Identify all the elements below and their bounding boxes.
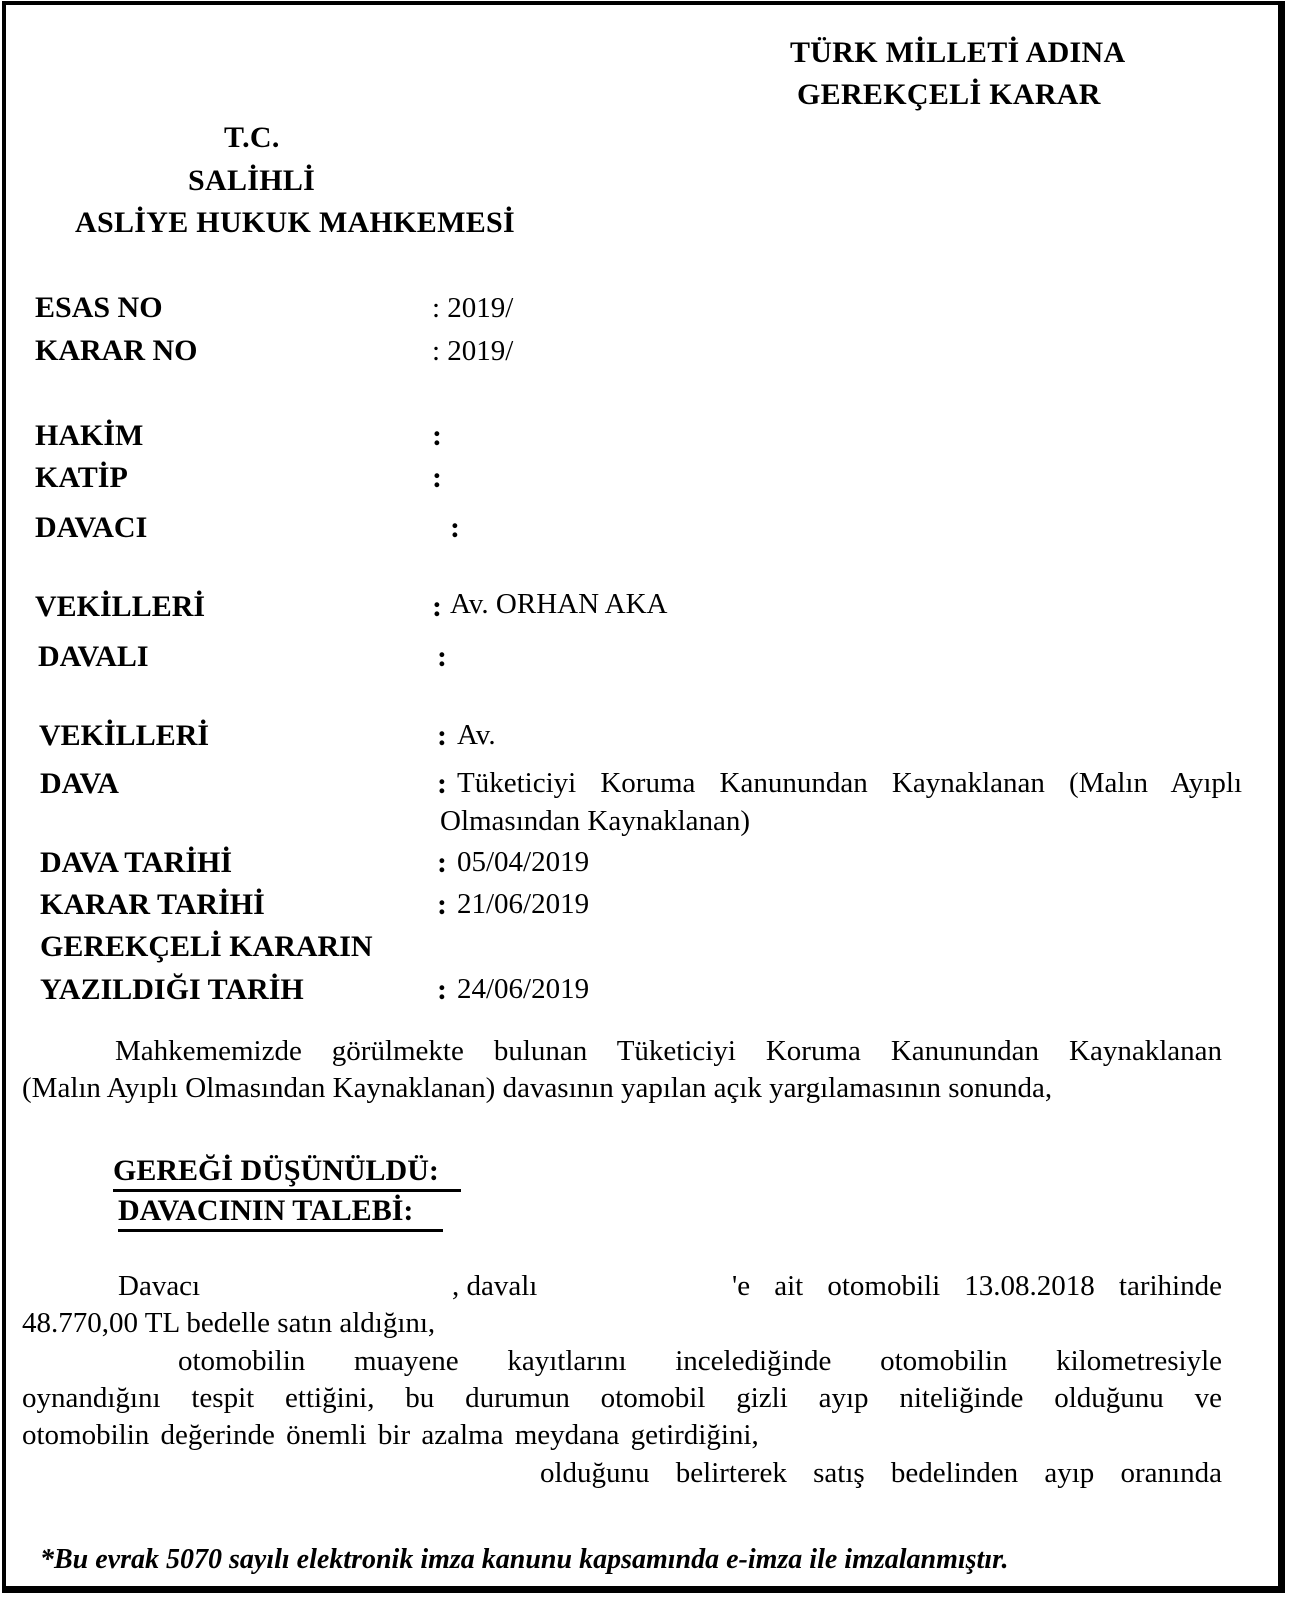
p2-line2: oynandığını tespit ettiğini, bu durumun otomobil gizli ayıp niteliğinde olduğunu ve — [22, 1382, 1222, 1414]
p1-word-davali: , davalı — [452, 1270, 538, 1302]
dava-label: DAVA — [40, 767, 119, 800]
esas-no-label: ESAS NO — [35, 291, 163, 324]
karar-tarihi-colon: : — [437, 888, 447, 921]
dava-tarihi-label: DAVA TARİHİ — [40, 846, 233, 879]
hakim-value: : — [432, 419, 442, 452]
dava-tarihi-colon: : — [437, 846, 447, 879]
vekilleri-label-2: VEKİLLERİ — [39, 719, 210, 752]
hakim-label: HAKİM — [35, 419, 144, 452]
dava-colon: : — [437, 767, 447, 800]
intro-line2: (Malın Ayıplı Olmasından Kaynaklanan) davasının yapılan açık yargılamasının sonunda, — [22, 1072, 1053, 1104]
intro-line1: Mahkememizde görülmekte bulunan Tüketiciyi Koruma Kanunundan Kaynaklanan — [115, 1035, 1222, 1067]
heading-underline-2 — [118, 1229, 443, 1232]
dava-tarihi-value: 05/04/2019 — [457, 846, 590, 878]
p2-line4: olduğunu belirterek satış bedelinden ayıp oranında — [540, 1457, 1222, 1489]
vekilleri-value-2: Av. — [457, 719, 496, 751]
heading-geregi-dusunuldu: GEREĞİ DÜŞÜNÜLDÜ: — [113, 1154, 439, 1187]
decision-heading: GEREKÇELİ KARAR — [797, 78, 1101, 111]
vekilleri-label-1: VEKİLLERİ — [35, 590, 206, 623]
court-tc: T.C. — [224, 121, 280, 154]
davali-value: : — [437, 640, 447, 673]
karar-no-label: KARAR NO — [35, 334, 198, 367]
p1-tail: 'e ait otomobili 13.08.2018 tarihinde — [732, 1270, 1222, 1302]
vekilleri-colon-2: : — [437, 719, 447, 752]
karar-tarihi-value: 21/06/2019 — [457, 888, 590, 920]
dava-value-line1: Tüketiciyi Koruma Kanunundan Kaynaklanan (Malın Ayıplı — [457, 767, 1242, 799]
dava-value-line2: Olmasından Kaynaklanan) — [440, 805, 751, 837]
heading-underline-1 — [113, 1189, 461, 1192]
e-signature-notice: *Bu evrak 5070 sayılı elektronik imza kanunu kapsamında e-imza ile imzalanmıştır. — [40, 1544, 1009, 1575]
katip-label: KATİP — [35, 461, 128, 494]
p2-line1: otomobilin muayene kayıtlarını incelediğinde otomobilin kilometresiyle — [178, 1345, 1222, 1377]
court-city: SALİHLİ — [188, 164, 316, 197]
vekilleri-value-1: Av. ORHAN AKA — [450, 588, 668, 620]
gerekceli-colon: : — [437, 973, 447, 1006]
karar-no-value: : 2019/ — [432, 335, 514, 367]
p1-word-davaci: Davacı — [118, 1270, 201, 1302]
court-name: ASLİYE HUKUK MAHKEMESİ — [75, 206, 515, 239]
p1-line2: 48.770,00 TL bedelle satın aldığını, — [22, 1307, 436, 1339]
davaci-label: DAVACI — [35, 511, 148, 544]
katip-value: : — [432, 461, 442, 494]
national-heading: TÜRK MİLLETİ ADINA — [790, 36, 1126, 69]
heading-davacinin-talebi: DAVACININ TALEBİ: — [118, 1194, 414, 1227]
gerekceli-label-line1: GEREKÇELİ KARARIN — [40, 930, 373, 963]
karar-tarihi-label: KARAR TARİHİ — [40, 888, 265, 921]
p2-line3: otomobilin değerinde önemli bir azalma meydana getirdiğini, — [22, 1419, 759, 1451]
davali-label: DAVALI — [38, 640, 149, 673]
vekilleri-colon-1: : — [432, 590, 442, 623]
gerekceli-value: 24/06/2019 — [457, 973, 590, 1005]
davaci-value: : — [450, 511, 460, 544]
esas-no-value: : 2019/ — [432, 292, 514, 324]
gerekceli-label-line2: YAZILDIĞI TARİH — [40, 973, 304, 1006]
